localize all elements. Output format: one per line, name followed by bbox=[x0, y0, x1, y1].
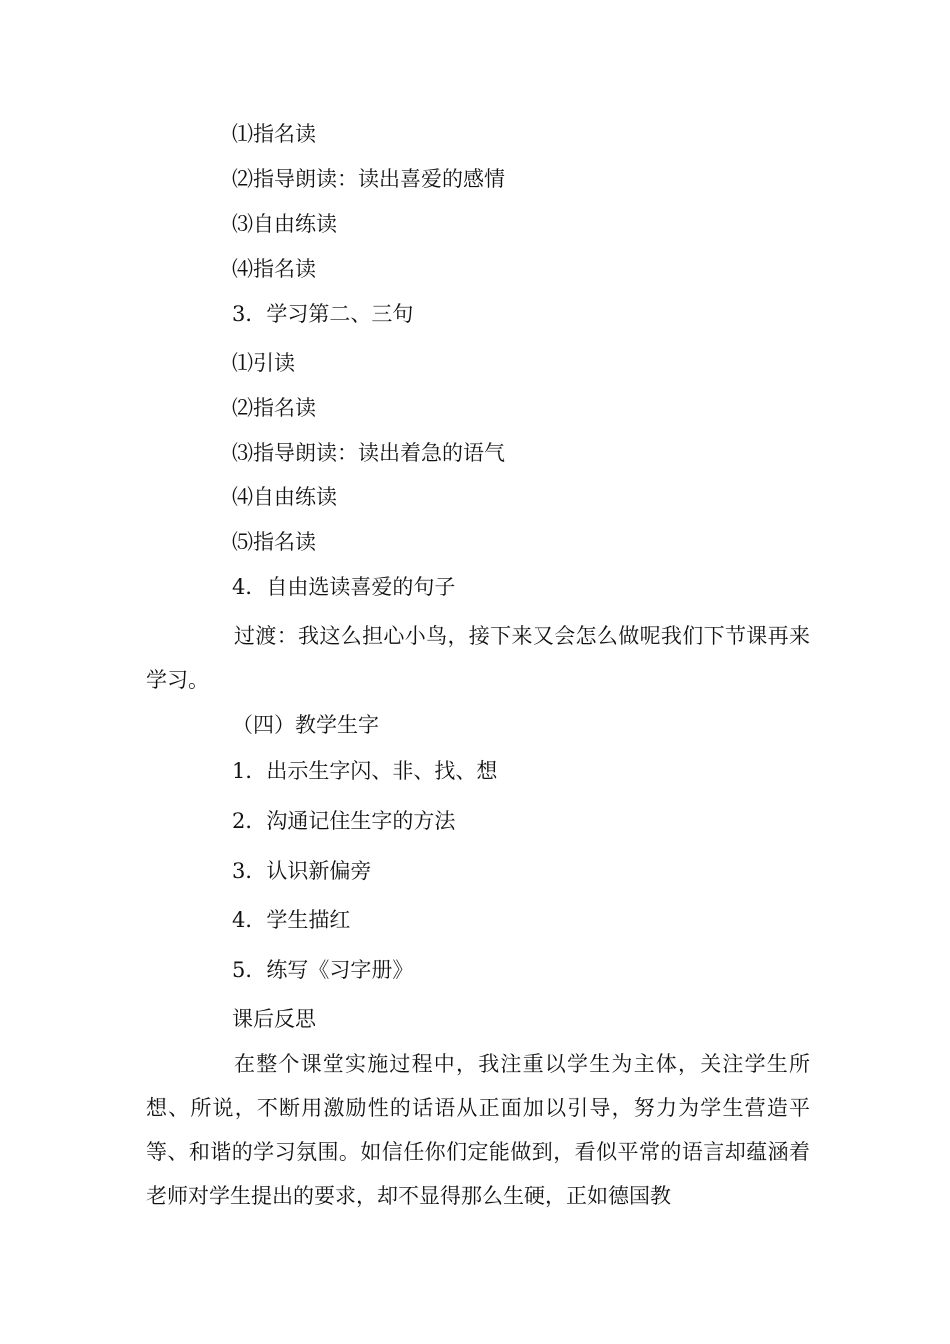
step-line: ⑵指名读 bbox=[232, 396, 316, 420]
step-line: ⑵指导朗读：读出喜爱的感情 bbox=[232, 167, 505, 191]
transition-paragraph: 过渡：我这么担心小鸟，接下来又会怎么做呢我们下节课再来学习。 bbox=[146, 624, 810, 692]
step-line: ⑶指导朗读：读出着急的语气 bbox=[232, 441, 505, 465]
step-heading: 4．自由选读喜爱的句子 bbox=[232, 575, 456, 599]
step-line: ⑶自由练读 bbox=[232, 212, 337, 236]
list-item: 4．学生描红 bbox=[232, 908, 351, 932]
step-heading: 3．学习第二、三句 bbox=[232, 302, 414, 326]
step-line: ⑴指名读 bbox=[232, 122, 316, 146]
section-heading: （四）教学生字 bbox=[232, 713, 379, 737]
step-line: ⑸指名读 bbox=[232, 530, 316, 554]
reflection-heading: 课后反思 bbox=[232, 1007, 316, 1031]
list-item: 5．练写《习字册》 bbox=[232, 958, 414, 982]
list-item: 3．认识新偏旁 bbox=[232, 859, 372, 883]
step-line: ⑷自由练读 bbox=[232, 485, 337, 509]
reflection-paragraph: 在整个课堂实施过程中，我注重以学生为主体，关注学生所想、所说，不断用激励性的话语从正面加以引导，努力为学生营造平等、和谐的学习氛围。如信任你们定能做到，看似平常的语言却蕴涵着老师对学生提出的要求，却不显得那么生硬，正如德国教 bbox=[146, 1052, 810, 1208]
step-line: ⑴引读 bbox=[232, 351, 295, 375]
step-line: ⑷指名读 bbox=[232, 257, 316, 281]
list-item: 2．沟通记住生字的方法 bbox=[232, 809, 456, 833]
list-item: 1．出示生字闪、非、找、想 bbox=[232, 759, 498, 783]
